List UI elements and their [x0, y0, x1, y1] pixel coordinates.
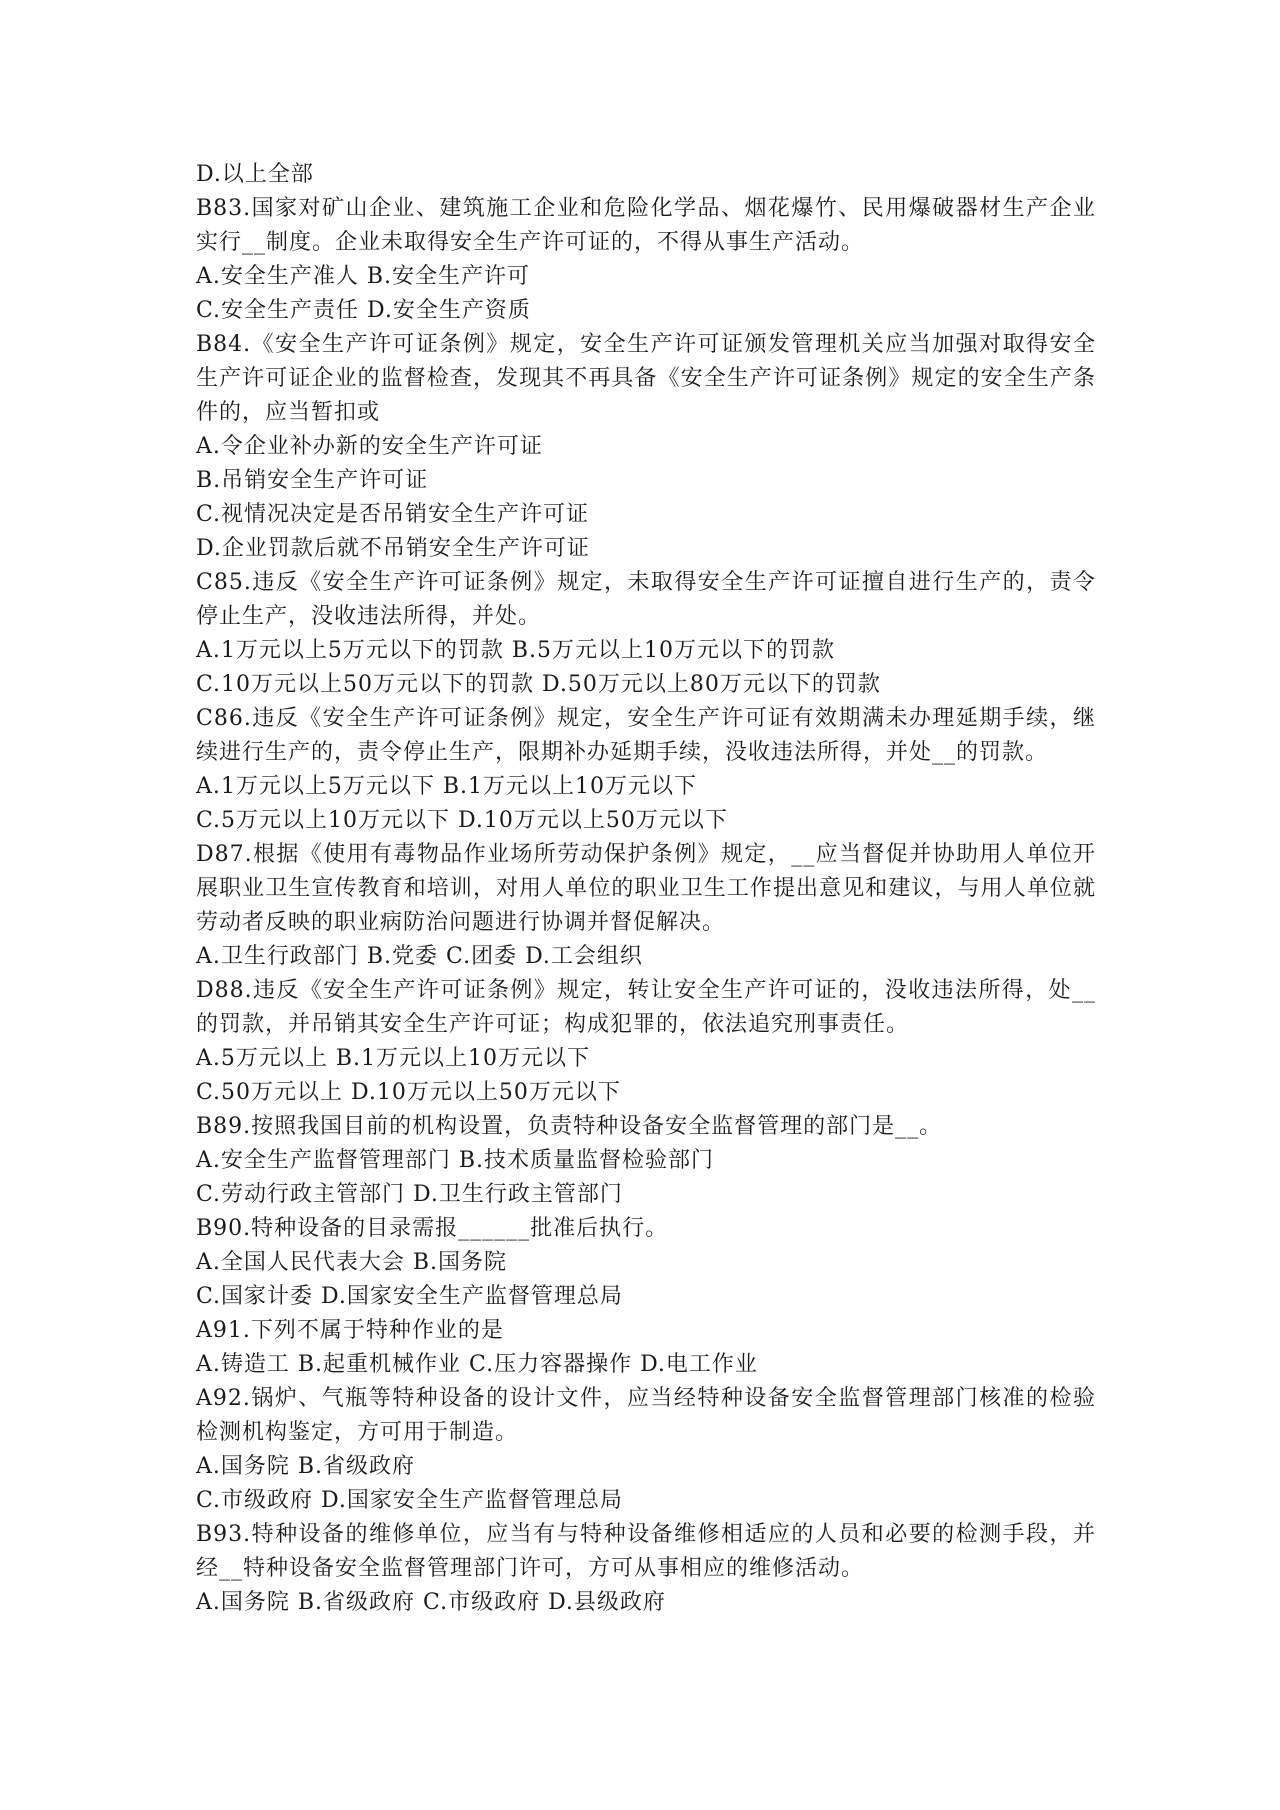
question-text: B83.国家对矿山企业、建筑施工企业和危险化学品、烟花爆竹、民用爆破器材生产企业实行__制度。企业未取得安全生产许可证的，不得从事生产活动。 — [196, 196, 1096, 255]
option-line: A.国务院 B.省级政府 C.市级政府 D.县级政府 — [196, 1590, 666, 1615]
question-text: A92.锅炉、气瓶等特种设备的设计文件，应当经特种设备安全监督管理部门核准的检验检测机构鉴定，方可用于制造。 — [196, 1386, 1096, 1445]
question-text: B90.特种设备的目录需报______批准后执行。 — [196, 1216, 669, 1241]
option-line: C.安全生产责任 D.安全生产资质 — [196, 298, 531, 323]
option-line: A.1万元以上5万元以下的罚款 B.5万元以上10万元以下的罚款 — [196, 638, 836, 663]
option-line: C.10万元以上50万元以下的罚款 D.50万元以上80万元以下的罚款 — [196, 672, 881, 697]
option-line: A.国务院 B.省级政府 — [196, 1454, 416, 1479]
option-line: C.市级政府 D.国家安全生产监督管理总局 — [196, 1488, 623, 1513]
option-line: B.吊销安全生产许可证 — [196, 468, 429, 493]
option-line: A.安全生产准人 B.安全生产许可 — [196, 264, 531, 289]
option-line: C.国家计委 D.国家安全生产监督管理总局 — [196, 1284, 623, 1309]
question-text: B93.特种设备的维修单位，应当有与特种设备维修相适应的人员和必要的检测手段，并经__特种设备安全监督管理部门许可，方可从事相应的维修活动。 — [196, 1522, 1096, 1581]
option-line: D.以上全部 — [196, 162, 314, 187]
question-text: D88.违反《安全生产许可证条例》规定，转让安全生产许可证的，没收违法所得，处__的罚款，并吊销其安全生产许可证；构成犯罪的，依法追究刑事责任。 — [196, 978, 1096, 1037]
document-body — [196, 158, 1096, 1620]
option-line: C.劳动行政主管部门 D.卫生行政主管部门 — [196, 1182, 623, 1207]
question-text: C86.违反《安全生产许可证条例》规定，安全生产许可证有效期满未办理延期手续，继续进行生产的，责令停止生产，限期补办延期手续，没收违法所得，并处__的罚款。 — [196, 706, 1096, 765]
option-line: A.安全生产监督管理部门 B.技术质量监督检验部门 — [196, 1148, 715, 1173]
option-line: C.视情况决定是否吊销安全生产许可证 — [196, 502, 590, 527]
option-line: A.1万元以上5万元以下 B.1万元以上10万元以下 — [196, 774, 698, 799]
option-line: A.令企业补办新的安全生产许可证 — [196, 434, 543, 459]
option-line: C.5万元以上10万元以下 D.10万元以上50万元以下 — [196, 808, 728, 833]
question-text: A91.下列不属于特种作业的是 — [196, 1318, 504, 1343]
question-text: C85.违反《安全生产许可证条例》规定，未取得安全生产许可证擅自进行生产的，责令停止生产，没收违法所得，并处。 — [196, 570, 1096, 629]
question-text: B89.按照我国目前的机构设置，负责特种设备安全监督管理的部门是__。 — [196, 1114, 943, 1139]
option-line: A.5万元以上 B.1万元以上10万元以下 — [196, 1046, 591, 1071]
question-text: B84.《安全生产许可证条例》规定，安全生产许可证颁发管理机关应当加强对取得安全生产许可证企业的监督检查，发现其不再具备《安全生产许可证条例》规定的安全生产条件的，应当暂扣或 — [196, 332, 1096, 425]
option-line: D.企业罚款后就不吊销安全生产许可证 — [196, 536, 590, 561]
question-text: D87.根据《使用有毒物品作业场所劳动保护条例》规定，__应当督促并协助用人单位开展职业卫生宣传教育和培训，对用人单位的职业卫生工作提出意见和建议，与用人单位就劳动者反映的职业病防治问题进行协调并督促解决。 — [196, 842, 1096, 935]
option-line: A.铸造工 B.起重机械作业 C.压力容器操作 D.电工作业 — [196, 1352, 758, 1377]
option-line: C.50万元以上 D.10万元以上50万元以下 — [196, 1080, 621, 1105]
option-line: A.全国人民代表大会 B.国务院 — [196, 1250, 508, 1275]
option-line: A.卫生行政部门 B.党委 C.团委 D.工会组织 — [196, 944, 643, 969]
